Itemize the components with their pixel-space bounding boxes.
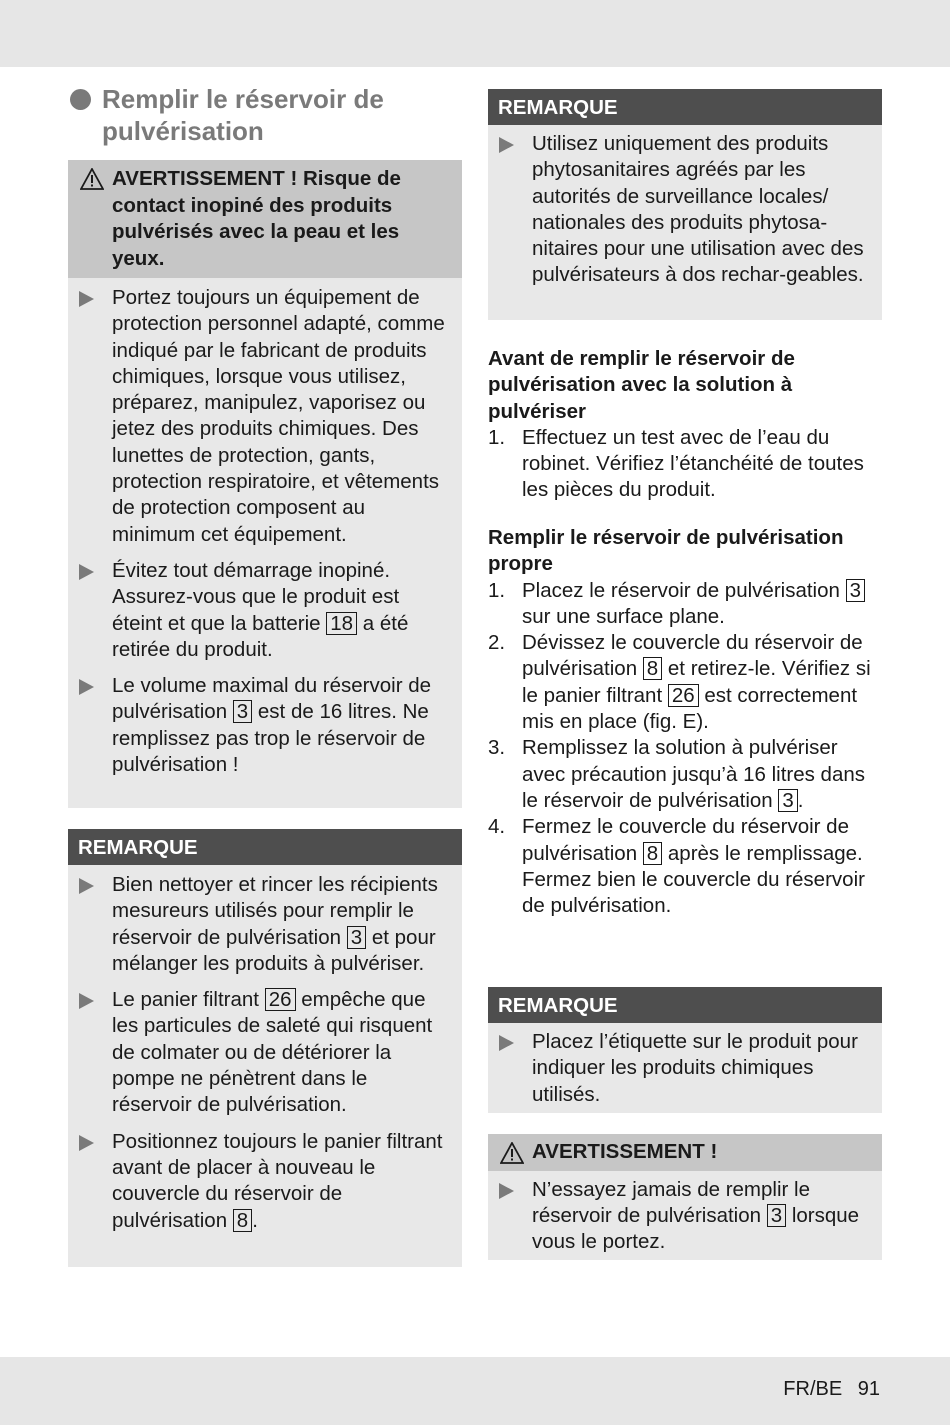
note-header: REMARQUE: [488, 89, 882, 125]
arrow-right-icon: [79, 993, 94, 1009]
note-list: [68, 865, 462, 1240]
bullet-dot-icon: [70, 89, 91, 110]
note-list: [488, 125, 882, 295]
list-item: [488, 1029, 872, 1108]
list-item: [68, 1129, 452, 1234]
step-text: Placez le réservoir de pulvérisation: [522, 578, 840, 602]
warning-header: [68, 160, 462, 278]
part-reference: 8: [643, 842, 662, 865]
step-text: après le remplissage. Fermez bien le couvercle du réservoir de pulvérisation.: [522, 841, 865, 918]
step-text: Remplissez la solution à pulvériser avec précaution jusqu’à 16 litres dans le réservoir de pulvérisation: [522, 736, 866, 812]
item-text: Évitez tout démarrage inopiné. Assurez-vous que le produit est éteint et que la batterie: [112, 558, 400, 635]
item-text: Bien nettoyer et rincer les récipients mesureurs utilisés pour remplir le réservoir de pulvérisation: [112, 873, 438, 949]
step-item: [488, 630, 882, 735]
item-text: N’essayez jamais de remplir le réservoir de pulvérisation: [532, 1177, 810, 1227]
page-footer: [783, 1378, 880, 1401]
note-list: [488, 1023, 882, 1114]
arrow-right-icon: [79, 878, 94, 894]
arrow-right-icon: [499, 137, 514, 153]
warning-triangle-icon: [500, 1142, 524, 1164]
note-header: REMARQUE: [68, 829, 462, 865]
item-text: a été retirée du produit.: [112, 611, 409, 661]
item-text: Utilisez uniquement des produits phytosanitaires agréés par les autorités de surveillance locales/ nationales des produits phytosa-nitaires pour une utilisation avec des pulvérisateurs à dos rechar-geables.: [532, 132, 864, 287]
part-reference: 3: [347, 926, 366, 949]
steps-list: [488, 578, 882, 920]
note-box-right-bottom: [488, 987, 882, 1113]
step-number: 3.: [488, 736, 506, 760]
step-text: .: [797, 788, 804, 812]
page-number: 91: [857, 1378, 880, 1400]
arrow-right-icon: [499, 1035, 514, 1051]
note-header: REMARQUE: [488, 987, 882, 1023]
step-number: 2.: [488, 631, 506, 655]
part-reference: 3: [778, 789, 797, 812]
note-box-left: [68, 829, 462, 1267]
arrow-right-icon: [79, 1135, 94, 1151]
list-item: [488, 1177, 872, 1256]
step-item: [488, 425, 882, 504]
section-heading: [68, 83, 462, 147]
warning-list: [68, 278, 462, 784]
item-text: et pour mélanger les produits à pulvériser.: [112, 925, 436, 975]
step-item: [488, 578, 882, 631]
part-reference: 26: [668, 684, 699, 707]
step-item: [488, 735, 882, 814]
part-reference: 3: [767, 1204, 786, 1227]
section-title: Avant de remplir le réservoir de pulvérisation avec la solution à pulvériser: [488, 347, 795, 423]
item-text: empêche que les particules de saleté qui risquent de colmater ou de détériorer la pompe ne pénètrent dans le réservoir de pulvérisation.: [112, 988, 433, 1117]
item-text: Positionnez toujours le panier filtrant avant de placer à nouveau le couvercle du réservoir de pulvérisation: [112, 1129, 443, 1232]
top-band: [0, 0, 950, 67]
warning-title: AVERTISSEMENT !: [532, 1140, 718, 1163]
arrow-right-icon: [79, 564, 94, 580]
part-reference: 8: [233, 1209, 252, 1232]
steps-list: [488, 425, 882, 504]
list-item: [68, 285, 452, 548]
item-text: lorsque vous le portez.: [532, 1203, 860, 1254]
step-text: Dévissez le couvercle du réservoir de pulvérisation: [522, 631, 863, 681]
footer-language: FR/BE: [783, 1378, 843, 1400]
step-number: 4.: [488, 815, 506, 839]
part-reference: 26: [265, 988, 296, 1011]
part-reference: 8: [643, 657, 662, 680]
part-reference: 3: [846, 579, 865, 602]
step-text: et retirez-le. Vérifiez si le panier filtrant: [522, 657, 871, 707]
warning-box-left: [68, 160, 462, 808]
warning-list: [488, 1171, 882, 1262]
arrow-right-icon: [79, 291, 94, 307]
item-text: Portez toujours un équipement de protection personnel adapté, comme indiqué par le fabricant de produits chimiques, lorsque vous utilisez, préparez, manipulez, vaporisez ou jetez des produits chimiques. Des lunettes de protection, gants, protection respiratoire, et vêtements de protection composent au minimum cet équipement.: [112, 286, 445, 546]
part-reference: 18: [326, 612, 357, 635]
part-reference: 3: [233, 700, 252, 723]
item-text: Le panier filtrant: [112, 988, 260, 1012]
list-item: [68, 673, 452, 778]
warning-title: AVERTISSEMENT ! Risque de contact inopiné des produits pulvérisés avec la peau et les yeux.: [112, 167, 401, 270]
warning-box-right: [488, 1134, 882, 1260]
item-text: .: [252, 1208, 258, 1232]
step-text: Effectuez un test avec de l’eau du robinet. Vérifiez l’étanchéité de toutes les pièces du produit.: [522, 425, 864, 502]
section-title: Remplir le réservoir de pulvérisation propre: [488, 526, 844, 576]
list-item: [68, 558, 452, 663]
item-text: Placez l’étiquette sur le produit pour indiquer les produits chimiques utilisés.: [532, 1030, 858, 1106]
step-text: Fermez le couvercle du réservoir de pulvérisation: [522, 815, 849, 865]
item-text: est de 16 litres. Ne remplissez pas trop le réservoir de pulvérisation !: [112, 700, 429, 777]
warning-triangle-icon: [80, 168, 104, 190]
list-item: [68, 987, 452, 1118]
warning-header: [488, 1134, 882, 1171]
step-item: [488, 814, 882, 919]
arrow-right-icon: [79, 679, 94, 695]
section-fill-tank: [488, 525, 882, 919]
step-text: est correctement mis en place (fig. E).: [522, 683, 858, 734]
step-text: sur une surface plane.: [522, 604, 725, 628]
item-text: Le volume maximal du réservoir de pulvérisation: [112, 674, 432, 724]
note-box-right-top: [488, 89, 882, 320]
step-number: 1.: [488, 578, 506, 602]
arrow-right-icon: [499, 1183, 514, 1199]
list-item: [68, 872, 452, 977]
section-before-filling: [488, 346, 882, 504]
list-item: [488, 131, 872, 289]
heading-text: Remplir le réservoir de pulvérisation: [102, 84, 384, 146]
step-number: 1.: [488, 425, 506, 449]
